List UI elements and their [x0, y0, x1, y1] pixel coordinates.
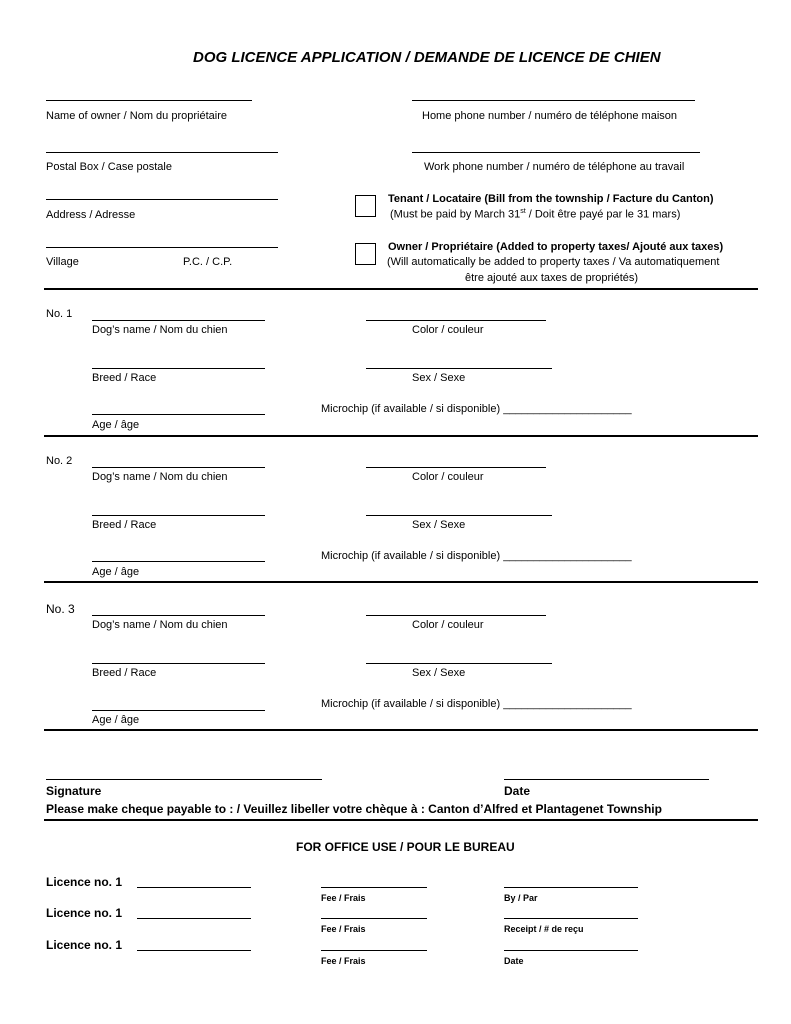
dog-breed-line[interactable] — [92, 368, 265, 369]
licence-number-line[interactable] — [137, 950, 251, 951]
dog-color-line[interactable] — [366, 467, 546, 468]
tenant-note-post: / Doit être payé par le 31 mars) — [525, 208, 681, 221]
fee-label: Fee / Frais — [321, 924, 366, 934]
receipt-line[interactable] — [504, 918, 638, 919]
address-line[interactable] — [46, 199, 278, 200]
licence-label: Licence no. 1 — [46, 938, 123, 952]
dog-age-line[interactable] — [92, 561, 265, 562]
licence-label: Licence no. 1 — [46, 875, 123, 889]
dog-sex-line[interactable] — [366, 515, 552, 516]
dog-age-label: Age / âge — [92, 714, 140, 726]
licence-number-line[interactable] — [137, 918, 251, 919]
home-phone-label: Home phone number / numéro de téléphone maison — [422, 110, 677, 122]
postal-box-line[interactable] — [46, 152, 278, 153]
address-label: Address / Adresse — [46, 209, 136, 221]
fee-line[interactable] — [321, 950, 427, 951]
dog-age-line[interactable] — [92, 710, 265, 711]
dog-sex-label: Sex / Sexe — [412, 519, 466, 531]
village-label: Village — [46, 256, 79, 268]
licence-number-line[interactable] — [137, 887, 251, 888]
dog-breed-label: Breed / Race — [92, 667, 157, 679]
tenant-option-label: Tenant / Locataire (Bill from the township / Facture du Canton) — [388, 193, 714, 205]
owner-option-label: Owner / Propriétaire (Added to property taxes/ Ajouté aux taxes) — [388, 241, 724, 253]
dog-color-line[interactable] — [366, 320, 546, 321]
owner-checkbox[interactable] — [355, 243, 376, 265]
date-label: Date — [504, 784, 531, 798]
dog-name-line[interactable] — [92, 467, 265, 468]
owner-name-label: Name of owner / Nom du propriétaire — [46, 110, 227, 122]
dog-name-label: Dog’s name / Nom du chien — [92, 471, 228, 483]
dog-number: No. 1 — [46, 308, 73, 320]
dog-microchip-field[interactable]: Microchip (if available / si disponible) _____________________ — [321, 403, 632, 415]
owner-name-line[interactable] — [46, 100, 252, 101]
cheque-note: Please make cheque payable to : / Veuillez libeller votre chèque à : Canton d’Alfred et Plantagenet Township — [46, 802, 662, 816]
dog-name-label: Dog’s name / Nom du chien — [92, 619, 228, 631]
dog-sex-label: Sex / Sexe — [412, 372, 466, 384]
dog-sex-label: Sex / Sexe — [412, 667, 466, 679]
dog-color-line[interactable] — [366, 615, 546, 616]
dog-breed-line[interactable] — [92, 515, 265, 516]
signature-line[interactable] — [46, 779, 322, 780]
dog-color-label: Color / couleur — [412, 471, 484, 483]
office-date-line[interactable] — [504, 950, 638, 951]
dog-color-label: Color / couleur — [412, 619, 484, 631]
dog-breed-label: Breed / Race — [92, 372, 157, 384]
divider — [44, 729, 758, 731]
divider — [44, 435, 758, 437]
tenant-option-note — [390, 208, 680, 221]
dog-microchip-field[interactable]: Microchip (if available / si disponible) _____________________ — [321, 698, 632, 710]
fee-label: Fee / Frais — [321, 893, 366, 903]
dog-breed-line[interactable] — [92, 663, 265, 664]
home-phone-line[interactable] — [412, 100, 695, 101]
fee-line[interactable] — [321, 918, 427, 919]
tenant-note-sup: st — [520, 208, 526, 215]
office-use-header: FOR OFFICE USE / POUR LE BUREAU — [296, 840, 515, 854]
work-phone-label: Work phone number / numéro de téléphone au travail — [424, 161, 685, 173]
fee-line[interactable] — [321, 887, 427, 888]
dog-microchip-field[interactable]: Microchip (if available / si disponible) _____________________ — [321, 550, 632, 562]
dog-color-label: Color / couleur — [412, 324, 484, 336]
fee-label: Fee / Frais — [321, 956, 366, 966]
page-title: DOG LICENCE APPLICATION / DEMANDE DE LICENCE DE CHIEN — [193, 49, 661, 66]
dog-number: No. 3 — [46, 602, 75, 616]
dog-sex-line[interactable] — [366, 368, 552, 369]
work-phone-line[interactable] — [412, 152, 700, 153]
dog-name-label: Dog’s name / Nom du chien — [92, 324, 228, 336]
dog-age-label: Age / âge — [92, 419, 140, 431]
receipt-label: Receipt / # de reçu — [504, 924, 584, 934]
dog-number: No. 2 — [46, 455, 73, 467]
signature-label: Signature — [46, 784, 102, 798]
divider — [44, 819, 758, 821]
dog-breed-label: Breed / Race — [92, 519, 157, 531]
tenant-note-pre: (Must be paid by March 31 — [390, 208, 521, 221]
licence-label: Licence no. 1 — [46, 906, 123, 920]
postal-box-label: Postal Box / Case postale — [46, 161, 172, 173]
dog-name-line[interactable] — [92, 320, 265, 321]
dog-name-line[interactable] — [92, 615, 265, 616]
date-line[interactable] — [504, 779, 709, 780]
dog-age-label: Age / âge — [92, 566, 140, 578]
office-date-label: Date — [504, 956, 524, 966]
dog-sex-line[interactable] — [366, 663, 552, 664]
owner-option-note-2: être ajouté aux taxes de propriétés) — [465, 272, 639, 284]
postal-code-label: P.C. / C.P. — [183, 256, 233, 268]
by-line[interactable] — [504, 887, 638, 888]
village-line[interactable] — [46, 247, 278, 248]
by-label: By / Par — [504, 893, 538, 903]
owner-option-note-1: (Will automatically be added to property taxes / Va automatiquement — [387, 256, 720, 268]
divider — [44, 581, 758, 583]
dog-age-line[interactable] — [92, 414, 265, 415]
divider — [44, 288, 758, 290]
tenant-checkbox[interactable] — [355, 195, 376, 217]
